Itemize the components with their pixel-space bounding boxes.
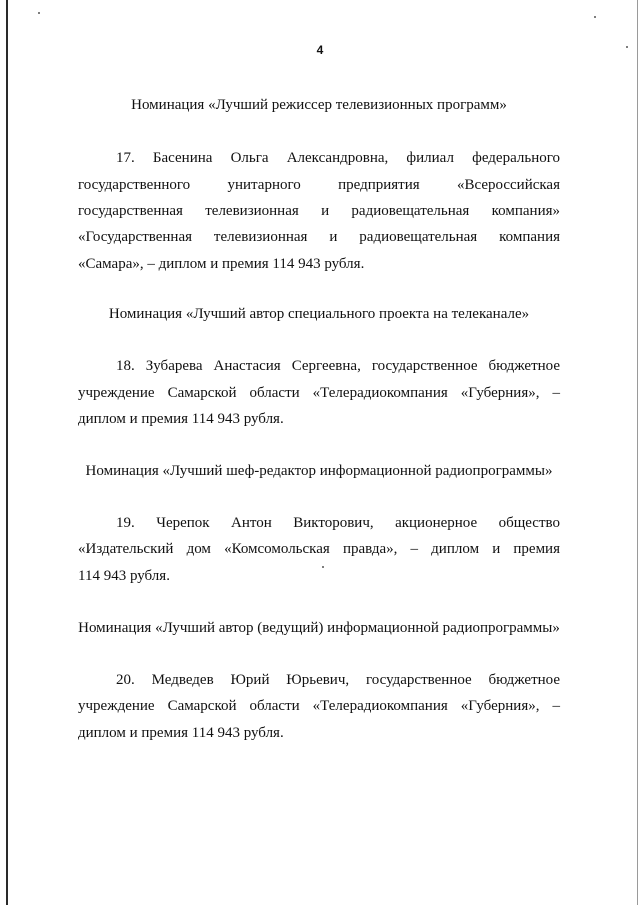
paragraph-line: учреждение Самарской области «Телерадиокомпания «Губерния», – <box>78 385 560 401</box>
nomination-heading: Номинация «Лучший режиссер телевизионных программ» <box>131 97 507 113</box>
paragraph-line: 18. Зубарева Анастасия Сергеевна, государственное бюджетное <box>116 358 560 374</box>
paragraph-line: диплом и премия 114 943 рубля. <box>78 411 284 427</box>
scan-speck <box>594 16 596 18</box>
paragraph-line: 17. Басенина Ольга Александровна, филиал федерального <box>116 150 560 166</box>
scan-speck <box>38 12 40 14</box>
scan-left-edge <box>6 0 8 905</box>
paragraph-line: диплом и премия 114 943 рубля. <box>78 725 284 741</box>
paragraph-line: государственного унитарного предприятия «Всероссийская <box>78 177 560 193</box>
paragraph-line: «Государственная телевизионная и радиовещательная компания <box>78 229 560 245</box>
nomination-heading: Номинация «Лучший шеф-редактор информационной радиопрограммы» <box>85 463 553 479</box>
paragraph-line: 114 943 рубля. <box>78 568 170 584</box>
page-number: 4 <box>316 43 324 57</box>
paragraph-line: государственная телевизионная и радиовещательная компания» <box>78 203 560 219</box>
nomination-heading: Номинация «Лучший автор (ведущий) информационной радиопрограммы» <box>78 620 560 636</box>
paragraph-line: 20. Медведев Юрий Юрьевич, государственное бюджетное <box>116 672 560 688</box>
paragraph-line: «Самара», – диплом и премия 114 943 рубля. <box>78 256 365 272</box>
scan-right-edge <box>637 0 638 905</box>
paragraph-line: «Издательский дом «Комсомольская правда», – диплом и премия <box>78 541 560 557</box>
paragraph-line: учреждение Самарской области «Телерадиокомпания «Губерния», – <box>78 698 560 714</box>
paragraph-line: 19. Черепок Антон Викторович, акционерное общество <box>116 515 560 531</box>
nomination-heading: Номинация «Лучший автор специального проекта на телеканале» <box>108 306 530 322</box>
